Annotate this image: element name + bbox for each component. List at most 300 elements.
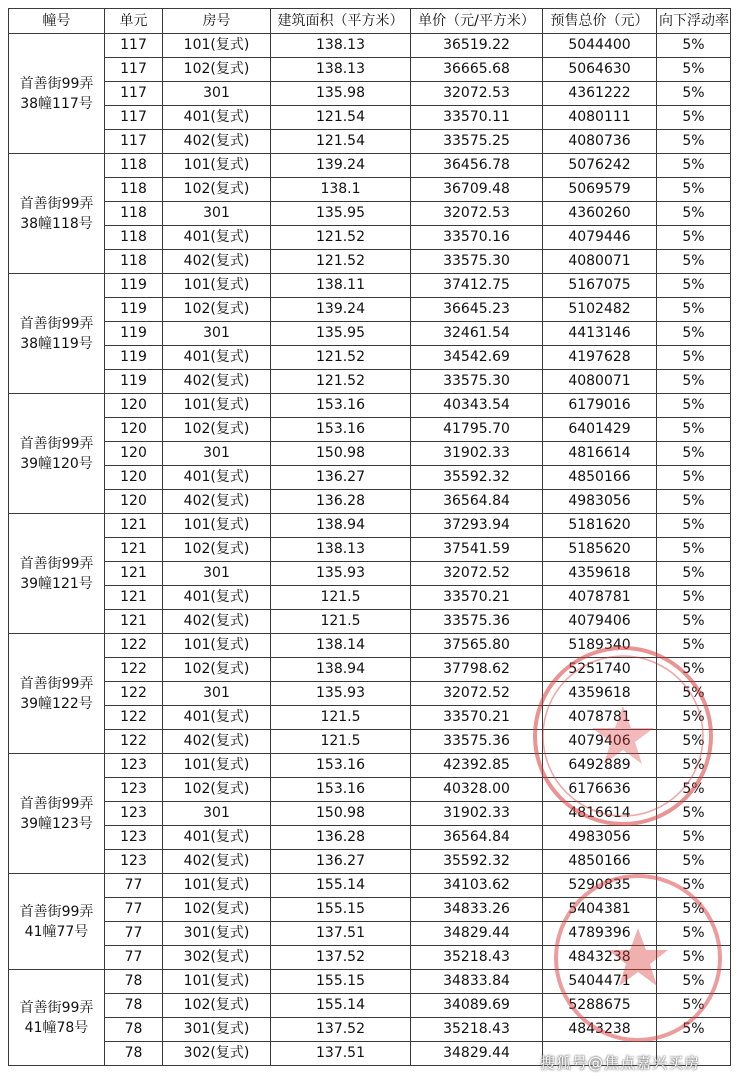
room-cell: 301 <box>163 562 271 586</box>
header-total-price: 预售总价（元） <box>543 9 657 34</box>
area-cell: 150.98 <box>271 442 411 466</box>
room-cell: 401(复式) <box>163 826 271 850</box>
area-cell: 155.14 <box>271 994 411 1018</box>
unit-cell: 121 <box>105 538 163 562</box>
total-price-cell: 5290835 <box>543 874 657 898</box>
unit-price-cell: 34089.69 <box>411 994 543 1018</box>
room-cell: 102(复式) <box>163 298 271 322</box>
unit-price-cell: 33575.25 <box>411 130 543 154</box>
unit-cell: 120 <box>105 442 163 466</box>
total-price-cell: 4360260 <box>543 202 657 226</box>
building-cell: 首善街99弄39幢121号 <box>9 514 105 634</box>
unit-price-cell: 40343.54 <box>411 394 543 418</box>
area-cell: 121.5 <box>271 610 411 634</box>
table-row <box>9 730 731 754</box>
table-row <box>9 850 731 874</box>
total-price-cell: 4850166 <box>543 850 657 874</box>
room-cell: 302(复式) <box>163 946 271 970</box>
total-price-cell: 4079406 <box>543 730 657 754</box>
table-row <box>9 346 731 370</box>
total-price-cell: 5044400 <box>543 34 657 58</box>
unit-cell: 119 <box>105 298 163 322</box>
unit-price-cell: 34833.26 <box>411 898 543 922</box>
room-cell: 102(复式) <box>163 58 271 82</box>
total-price-cell: 5102482 <box>543 298 657 322</box>
unit-price-cell: 36564.84 <box>411 826 543 850</box>
unit-price-cell: 36709.48 <box>411 178 543 202</box>
unit-price-cell: 32072.52 <box>411 682 543 706</box>
float-rate-cell: 5% <box>657 562 731 586</box>
table-row <box>9 610 731 634</box>
presale-price-table <box>8 8 731 1066</box>
room-cell: 101(复式) <box>163 154 271 178</box>
table-row <box>9 226 731 250</box>
building-cell: 首善街99弄38幢119号 <box>9 274 105 394</box>
float-rate-cell: 5% <box>657 946 731 970</box>
table-row <box>9 250 731 274</box>
unit-cell: 123 <box>105 754 163 778</box>
unit-price-cell: 31902.33 <box>411 442 543 466</box>
table-row <box>9 586 731 610</box>
table-body <box>9 34 731 1066</box>
unit-cell: 119 <box>105 274 163 298</box>
unit-price-cell: 33575.30 <box>411 250 543 274</box>
float-rate-cell: 5% <box>657 154 731 178</box>
total-price-cell: 4080071 <box>543 250 657 274</box>
unit-cell: 123 <box>105 802 163 826</box>
total-price-cell: 4816614 <box>543 802 657 826</box>
unit-cell: 120 <box>105 418 163 442</box>
unit-cell: 77 <box>105 946 163 970</box>
float-rate-cell: 5% <box>657 178 731 202</box>
area-cell: 138.13 <box>271 34 411 58</box>
unit-cell: 117 <box>105 130 163 154</box>
float-rate-cell: 5% <box>657 706 731 730</box>
float-rate-cell: 5% <box>657 850 731 874</box>
building-cell: 首善街99弄38幢117号 <box>9 34 105 154</box>
room-cell: 102(复式) <box>163 994 271 1018</box>
total-price-cell: 6179016 <box>543 394 657 418</box>
float-rate-cell: 5% <box>657 442 731 466</box>
float-rate-cell: 5% <box>657 130 731 154</box>
total-price-cell: 6492889 <box>543 754 657 778</box>
unit-price-cell: 37565.80 <box>411 634 543 658</box>
table-row <box>9 514 731 538</box>
total-price-cell: 4359618 <box>543 682 657 706</box>
unit-cell: 120 <box>105 490 163 514</box>
total-price-cell: 4843238 <box>543 1018 657 1042</box>
unit-cell: 122 <box>105 658 163 682</box>
total-price-cell: 5069579 <box>543 178 657 202</box>
room-cell: 401(复式) <box>163 346 271 370</box>
area-cell: 137.51 <box>271 922 411 946</box>
unit-cell: 122 <box>105 706 163 730</box>
table-row <box>9 442 731 466</box>
unit-price-cell: 34103.62 <box>411 874 543 898</box>
unit-price-cell: 35218.43 <box>411 946 543 970</box>
total-price-cell: 5404381 <box>543 898 657 922</box>
total-price-cell: 5167075 <box>543 274 657 298</box>
unit-cell: 119 <box>105 370 163 394</box>
float-rate-cell: 5% <box>657 82 731 106</box>
table-row <box>9 754 731 778</box>
area-cell: 136.28 <box>271 490 411 514</box>
table-row <box>9 154 731 178</box>
unit-cell: 77 <box>105 922 163 946</box>
float-rate-cell: 5% <box>657 538 731 562</box>
float-rate-cell: 5% <box>657 274 731 298</box>
building-cell: 首善街99弄39幢122号 <box>9 634 105 754</box>
total-price-cell: 5288675 <box>543 994 657 1018</box>
table-header-row <box>9 9 731 34</box>
unit-price-cell: 36645.23 <box>411 298 543 322</box>
room-cell: 102(复式) <box>163 778 271 802</box>
area-cell: 138.13 <box>271 58 411 82</box>
table-row <box>9 922 731 946</box>
unit-cell: 120 <box>105 466 163 490</box>
float-rate-cell: 5% <box>657 466 731 490</box>
total-price-cell: 4850166 <box>543 466 657 490</box>
total-price-cell: 4080071 <box>543 370 657 394</box>
table-row <box>9 130 731 154</box>
float-rate-cell: 5% <box>657 586 731 610</box>
room-cell: 401(复式) <box>163 106 271 130</box>
table-row <box>9 874 731 898</box>
area-cell: 138.94 <box>271 658 411 682</box>
area-cell: 136.27 <box>271 466 411 490</box>
float-rate-cell: 5% <box>657 490 731 514</box>
unit-price-cell: 35218.43 <box>411 1018 543 1042</box>
room-cell: 401(复式) <box>163 466 271 490</box>
room-cell: 402(复式) <box>163 130 271 154</box>
unit-cell: 123 <box>105 826 163 850</box>
header-area: 建筑面积（平方米） <box>271 9 411 34</box>
unit-cell: 78 <box>105 994 163 1018</box>
float-rate-cell: 5% <box>657 514 731 538</box>
header-room: 房号 <box>163 9 271 34</box>
table-row <box>9 706 731 730</box>
float-rate-cell: 5% <box>657 610 731 634</box>
table-row <box>9 202 731 226</box>
room-cell: 101(复式) <box>163 874 271 898</box>
building-cell: 首善街99弄41幢77号 <box>9 874 105 970</box>
unit-price-cell: 42392.85 <box>411 754 543 778</box>
table-row <box>9 682 731 706</box>
table-row <box>9 322 731 346</box>
table-row <box>9 946 731 970</box>
total-price-cell: 4789396 <box>543 922 657 946</box>
room-cell: 302(复式) <box>163 1042 271 1066</box>
float-rate-cell: 5% <box>657 250 731 274</box>
area-cell: 121.54 <box>271 106 411 130</box>
area-cell: 155.15 <box>271 898 411 922</box>
table-row <box>9 466 731 490</box>
building-cell: 首善街99弄38幢118号 <box>9 154 105 274</box>
room-cell: 301 <box>163 442 271 466</box>
float-rate-cell: 5% <box>657 898 731 922</box>
room-cell: 301 <box>163 202 271 226</box>
unit-cell: 118 <box>105 202 163 226</box>
room-cell: 402(复式) <box>163 730 271 754</box>
total-price-cell: 4078781 <box>543 706 657 730</box>
area-cell: 153.16 <box>271 394 411 418</box>
unit-cell: 77 <box>105 874 163 898</box>
float-rate-cell: 5% <box>657 778 731 802</box>
room-cell: 402(复式) <box>163 850 271 874</box>
room-cell: 402(复式) <box>163 490 271 514</box>
area-cell: 138.14 <box>271 634 411 658</box>
float-rate-cell: 5% <box>657 34 731 58</box>
unit-cell: 118 <box>105 178 163 202</box>
unit-cell: 121 <box>105 586 163 610</box>
table-row <box>9 34 731 58</box>
unit-price-cell: 40328.00 <box>411 778 543 802</box>
area-cell: 121.5 <box>271 586 411 610</box>
table-row <box>9 490 731 514</box>
table-row <box>9 826 731 850</box>
unit-price-cell: 32072.52 <box>411 562 543 586</box>
area-cell: 138.1 <box>271 178 411 202</box>
room-cell: 402(复式) <box>163 610 271 634</box>
table-row <box>9 58 731 82</box>
float-rate-cell: 5% <box>657 754 731 778</box>
unit-cell: 77 <box>105 898 163 922</box>
unit-cell: 117 <box>105 34 163 58</box>
float-rate-cell: 5% <box>657 394 731 418</box>
unit-cell: 122 <box>105 634 163 658</box>
unit-cell: 121 <box>105 610 163 634</box>
unit-price-cell: 41795.70 <box>411 418 543 442</box>
area-cell: 135.95 <box>271 202 411 226</box>
area-cell: 121.52 <box>271 250 411 274</box>
float-rate-cell: 5% <box>657 826 731 850</box>
room-cell: 102(复式) <box>163 898 271 922</box>
area-cell: 153.16 <box>271 754 411 778</box>
area-cell: 153.16 <box>271 418 411 442</box>
table-row <box>9 274 731 298</box>
total-price-cell: 4983056 <box>543 826 657 850</box>
area-cell: 135.95 <box>271 322 411 346</box>
table-row <box>9 970 731 994</box>
total-price-cell: 4079406 <box>543 610 657 634</box>
table-row <box>9 538 731 562</box>
float-rate-cell: 5% <box>657 226 731 250</box>
unit-price-cell: 32461.54 <box>411 322 543 346</box>
unit-price-cell: 37798.62 <box>411 658 543 682</box>
unit-price-cell: 36519.22 <box>411 34 543 58</box>
room-cell: 301 <box>163 322 271 346</box>
total-price-cell: 4080736 <box>543 130 657 154</box>
source-watermark: 搜狐号@焦点嘉兴买房 <box>540 1054 701 1072</box>
unit-cell: 117 <box>105 58 163 82</box>
unit-price-cell: 32072.53 <box>411 82 543 106</box>
header-unit: 单元 <box>105 9 163 34</box>
area-cell: 150.98 <box>271 802 411 826</box>
total-price-cell: 4816614 <box>543 442 657 466</box>
total-price-cell: 5181620 <box>543 514 657 538</box>
building-cell: 首善街99弄39幢120号 <box>9 394 105 514</box>
unit-price-cell: 33575.36 <box>411 730 543 754</box>
room-cell: 102(复式) <box>163 418 271 442</box>
header-building: 幢号 <box>9 9 105 34</box>
unit-cell: 122 <box>105 682 163 706</box>
unit-price-cell: 33570.11 <box>411 106 543 130</box>
area-cell: 155.15 <box>271 970 411 994</box>
total-price-cell: 4078781 <box>543 586 657 610</box>
float-rate-cell: 5% <box>657 970 731 994</box>
room-cell: 301 <box>163 682 271 706</box>
area-cell: 135.93 <box>271 562 411 586</box>
total-price-cell: 4843238 <box>543 946 657 970</box>
unit-price-cell: 37541.59 <box>411 538 543 562</box>
unit-price-cell: 36564.84 <box>411 490 543 514</box>
float-rate-cell: 5% <box>657 346 731 370</box>
float-rate-cell: 5% <box>657 994 731 1018</box>
float-rate-cell: 5% <box>657 874 731 898</box>
total-price-cell: 5076242 <box>543 154 657 178</box>
area-cell: 135.98 <box>271 82 411 106</box>
room-cell: 101(复式) <box>163 514 271 538</box>
total-price-cell: 5185620 <box>543 538 657 562</box>
unit-price-cell: 37293.94 <box>411 514 543 538</box>
area-cell: 121.5 <box>271 706 411 730</box>
unit-cell: 118 <box>105 226 163 250</box>
unit-cell: 123 <box>105 850 163 874</box>
float-rate-cell: 5% <box>657 202 731 226</box>
area-cell: 136.28 <box>271 826 411 850</box>
room-cell: 301(复式) <box>163 1018 271 1042</box>
unit-cell: 123 <box>105 778 163 802</box>
table-row <box>9 802 731 826</box>
header-float-rate: 向下浮动率 <box>657 9 731 34</box>
table-row <box>9 898 731 922</box>
unit-price-cell: 33575.36 <box>411 610 543 634</box>
float-rate-cell: 5% <box>657 634 731 658</box>
total-price-cell: 4413146 <box>543 322 657 346</box>
table-row <box>9 394 731 418</box>
header-unit-price: 单价（元/平方米） <box>411 9 543 34</box>
unit-cell: 117 <box>105 82 163 106</box>
unit-cell: 117 <box>105 106 163 130</box>
area-cell: 137.51 <box>271 1042 411 1066</box>
room-cell: 401(复式) <box>163 706 271 730</box>
unit-price-cell: 33570.21 <box>411 586 543 610</box>
float-rate-cell: 5% <box>657 1018 731 1042</box>
float-rate-cell: 5% <box>657 730 731 754</box>
table-row <box>9 298 731 322</box>
unit-cell: 78 <box>105 970 163 994</box>
float-rate-cell: 5% <box>657 682 731 706</box>
room-cell: 301 <box>163 82 271 106</box>
area-cell: 138.11 <box>271 274 411 298</box>
total-price-cell: 4080111 <box>543 106 657 130</box>
total-price-cell: 6401429 <box>543 418 657 442</box>
room-cell: 101(复式) <box>163 754 271 778</box>
unit-price-cell: 33570.21 <box>411 706 543 730</box>
unit-cell: 118 <box>105 154 163 178</box>
table-row <box>9 658 731 682</box>
building-cell: 首善街99弄41幢78号 <box>9 970 105 1066</box>
total-price-cell: 4197628 <box>543 346 657 370</box>
area-cell: 121.52 <box>271 346 411 370</box>
unit-cell: 119 <box>105 322 163 346</box>
unit-price-cell: 34542.69 <box>411 346 543 370</box>
float-rate-cell: 5% <box>657 418 731 442</box>
area-cell: 121.52 <box>271 226 411 250</box>
total-price-cell: 4079446 <box>543 226 657 250</box>
unit-cell: 121 <box>105 562 163 586</box>
table-row <box>9 82 731 106</box>
room-cell: 101(复式) <box>163 34 271 58</box>
unit-cell: 122 <box>105 730 163 754</box>
area-cell: 136.27 <box>271 850 411 874</box>
float-rate-cell: 5% <box>657 922 731 946</box>
unit-price-cell: 35592.32 <box>411 466 543 490</box>
room-cell: 401(复式) <box>163 586 271 610</box>
total-price-cell: 5404471 <box>543 970 657 994</box>
total-price-cell: 5064630 <box>543 58 657 82</box>
unit-cell: 120 <box>105 394 163 418</box>
room-cell: 301 <box>163 802 271 826</box>
float-rate-cell: 5% <box>657 298 731 322</box>
area-cell: 155.14 <box>271 874 411 898</box>
area-cell: 138.13 <box>271 538 411 562</box>
unit-cell: 78 <box>105 1042 163 1066</box>
table-row <box>9 1018 731 1042</box>
table-row <box>9 106 731 130</box>
room-cell: 102(复式) <box>163 538 271 562</box>
float-rate-cell: 5% <box>657 322 731 346</box>
area-cell: 121.54 <box>271 130 411 154</box>
total-price-cell: 6176636 <box>543 778 657 802</box>
room-cell: 402(复式) <box>163 370 271 394</box>
table-row <box>9 562 731 586</box>
unit-price-cell: 34829.44 <box>411 1042 543 1066</box>
area-cell: 135.93 <box>271 682 411 706</box>
unit-price-cell: 37412.75 <box>411 274 543 298</box>
room-cell: 101(复式) <box>163 274 271 298</box>
table-row <box>9 778 731 802</box>
unit-price-cell: 32072.53 <box>411 202 543 226</box>
float-rate-cell: 5% <box>657 802 731 826</box>
room-cell: 102(复式) <box>163 178 271 202</box>
unit-price-cell: 35592.32 <box>411 850 543 874</box>
unit-cell: 121 <box>105 514 163 538</box>
room-cell: 301(复式) <box>163 922 271 946</box>
total-price-cell: 5251740 <box>543 658 657 682</box>
unit-price-cell: 36665.68 <box>411 58 543 82</box>
building-cell: 首善街99弄39幢123号 <box>9 754 105 874</box>
table-row <box>9 418 731 442</box>
unit-price-cell: 34829.44 <box>411 922 543 946</box>
unit-price-cell: 34833.84 <box>411 970 543 994</box>
float-rate-cell: 5% <box>657 106 731 130</box>
area-cell: 121.52 <box>271 370 411 394</box>
unit-price-cell: 31902.33 <box>411 802 543 826</box>
room-cell: 102(复式) <box>163 658 271 682</box>
table-row <box>9 994 731 1018</box>
unit-cell: 119 <box>105 346 163 370</box>
total-price-cell: 4359618 <box>543 562 657 586</box>
area-cell: 137.52 <box>271 1018 411 1042</box>
room-cell: 101(复式) <box>163 394 271 418</box>
unit-cell: 118 <box>105 250 163 274</box>
unit-cell: 78 <box>105 1018 163 1042</box>
table-row <box>9 370 731 394</box>
room-cell: 402(复式) <box>163 250 271 274</box>
total-price-cell: 4983056 <box>543 490 657 514</box>
area-cell: 139.24 <box>271 298 411 322</box>
